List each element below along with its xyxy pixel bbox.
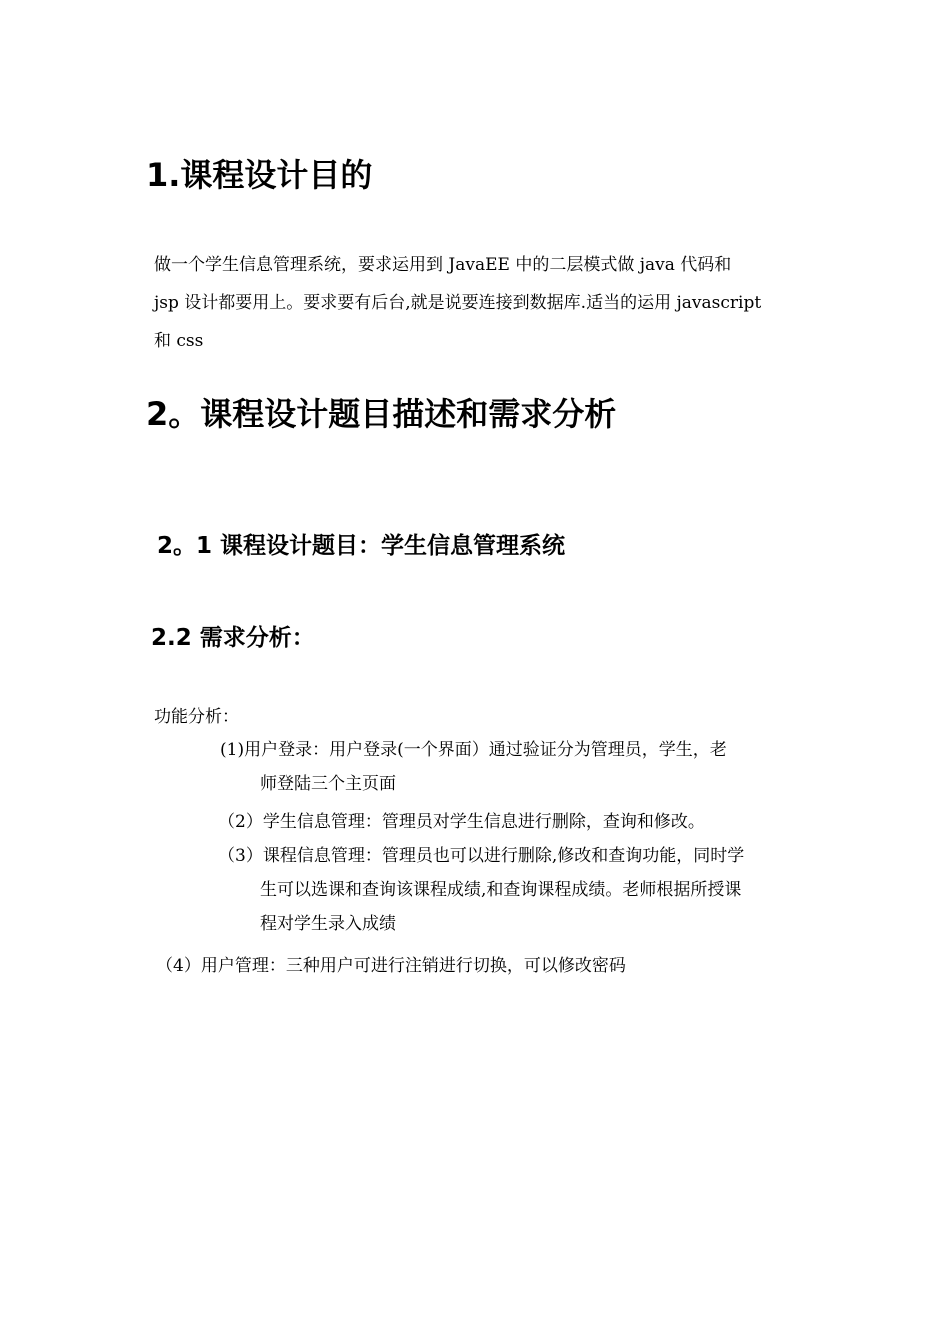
list-item-line: 师登陆三个主页面 (260, 774, 396, 794)
section-heading-purpose: 1.课程设计目的 (146, 156, 373, 194)
purpose-line: 做一个学生信息管理系统，要求运用到 JavaEE 中的二层模式做 java 代码和 (154, 255, 732, 275)
purpose-line: 和 css (154, 331, 204, 351)
list-item-line: (1)用户登录：用户登录(一个界面）通过验证分为管理员，学生，老 (220, 740, 727, 760)
list-item-line: 生可以选课和查询该课程成绩,和查询课程成绩。老师根据所授课 (260, 880, 742, 900)
list-item-line: （2）学生信息管理：管理员对学生信息进行删除，查询和修改。 (218, 812, 705, 832)
list-item (218, 805, 705, 839)
list-item (156, 949, 626, 983)
list-item (218, 839, 744, 941)
function-analysis-label: 功能分析： (154, 707, 239, 727)
list-item-line: 程对学生录入成绩 (260, 914, 396, 934)
list-item-line: （3）课程信息管理：管理员也可以进行删除,修改和查询功能，同时学 (218, 846, 745, 866)
subheading-requirements: 2.2 需求分析： (151, 625, 315, 651)
purpose-paragraph (154, 246, 761, 360)
list-item-line: （4）用户管理：三种用户可进行注销进行切换，可以修改密码 (156, 956, 626, 976)
list-item (220, 733, 727, 801)
section-heading-description: 2。课程设计题目描述和需求分析 (146, 395, 617, 433)
subheading-topic: 2。1 课程设计题目：学生信息管理系统 (157, 533, 566, 559)
purpose-line: jsp 设计都要用上。要求要有后台,就是说要连接到数据库.适当的运用 javascript (154, 293, 762, 313)
